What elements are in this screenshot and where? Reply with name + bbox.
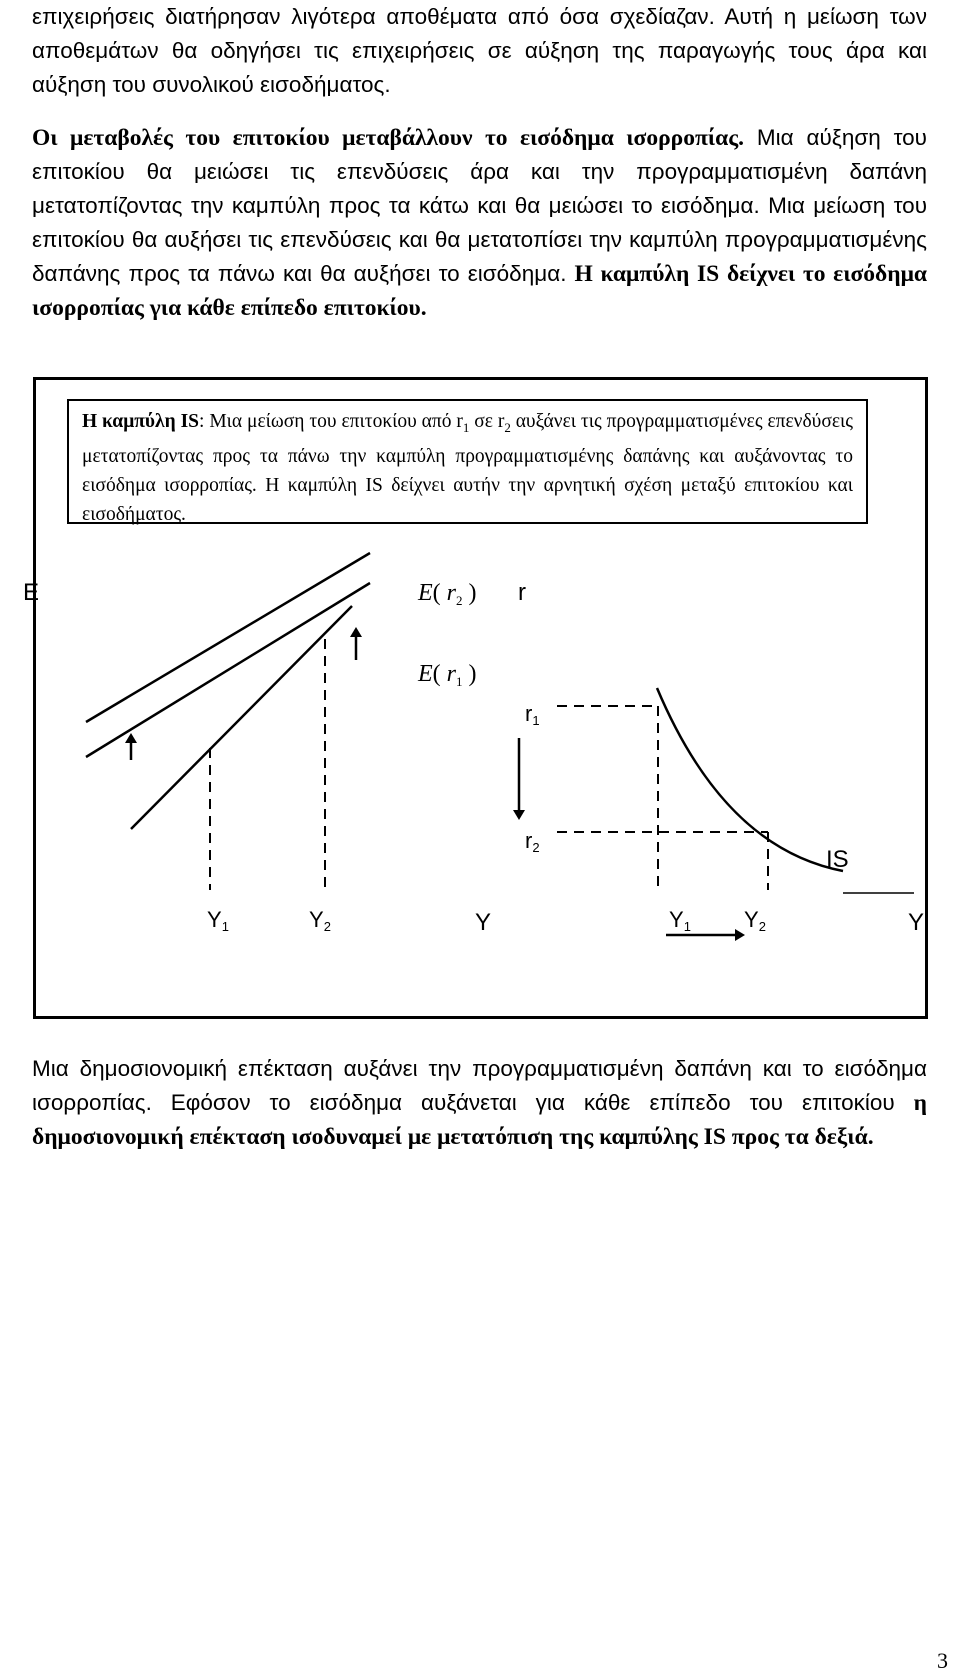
caption-sub: 2 [504,419,511,435]
page-number: 3 [937,1648,948,1673]
paragraph-fiscal-expansion [32,1052,927,1154]
paragraph-interest-rate-text: Μια αύξηση του επιτοκίου θα μειώσει τις επενδύσεις άρα και την προγραμματισμένη δαπάνη μετατοπίζοντας την καμπύλη προς τα κάτω και θα μειώσει το εισόδημα. Μια μείωση του επιτοκίου θα αυξήσει τις επενδύσεις και θα μετατοπίσει την καμπύλη προγραμματισμένης δαπάνης προς τα πάνω και θα αυξήσει το εισόδημα. [32,125,927,286]
expenditure-line-er2 [86,553,370,722]
bold-fiscal-conclusion: η δημοσιονομική επέκταση ισοδυναμεί με μετατόπιση της καμπύλης IS προς τα δεξιά. [32,1090,927,1150]
r-axis-label: r [518,579,526,606]
is-curve-label: IS [826,846,849,873]
er1-line-label: E( $r_1$ ) [418,661,477,689]
y-axis-label-left: Y [475,909,492,936]
y2-tick-label: Y2 [309,907,331,934]
paragraph-fiscal-text: Μια δημοσιονομική επέκταση αυξάνει την προγραμματισμένη δαπάνη και το εισόδημα ισορροπίας. Εφόσον το εισόδημα αυξάνεται για κάθε επίπεδο του επιτοκίου [32,1056,927,1115]
45-degree-line [131,606,352,829]
is-curve [657,688,843,871]
y2-tick-label-right: Y2 [744,907,766,934]
er2-line-label: E( $r_2$ ) [418,580,477,608]
r2-tick-label: r2 [525,828,540,855]
y1-tick-label-right: Y1 [669,907,691,934]
y1-tick-label: Y1 [207,907,229,934]
caption-bold-title: Η καμπύλη IS [82,411,200,432]
bold-is-definition: Η καμπύλη IS δείχνει το εισόδημα ισορροπίας για κάθε επίπεδο επιτοκίου. [32,261,928,321]
bold-heading-rate-changes: Οι μεταβολές του επιτοκίου μεταβάλλουν το εισόδημα ισορροπίας. [32,125,745,151]
caption-text: αυξάνει τις προγραμματισμένες επενδύσεις μετατοπίζοντας προς τα πάνω την καμπύλη προγραμματισμένης δαπάνης και αυξάνοντας το εισόδημα ισορροπίας. Η καμπύλη IS δείχνει αυτήν την αρνητική σχέση μεταξύ επιτοκίου και εισοδήματος. [82,411,853,525]
paragraph-intro: επιχειρήσεις διατήρησαν λιγότερα αποθέματα από όσα σχεδίαζαν. Αυτή η μείωση των αποθεμάτων θα οδηγήσει τις επιχειρήσεις σε αύξηση της παραγωγής τους άρα και αύξηση του συνολικού εισοδήματος. [32,4,927,97]
caption-text: : Μια μείωση του επιτοκίου από r [199,411,463,432]
caption-sub: 1 [462,419,470,435]
r1-tick-label: r1 [525,701,540,728]
y-axis-label-right: Y [908,909,925,936]
e-axis-label: E [23,579,40,606]
caption-text: σε r [469,411,505,432]
